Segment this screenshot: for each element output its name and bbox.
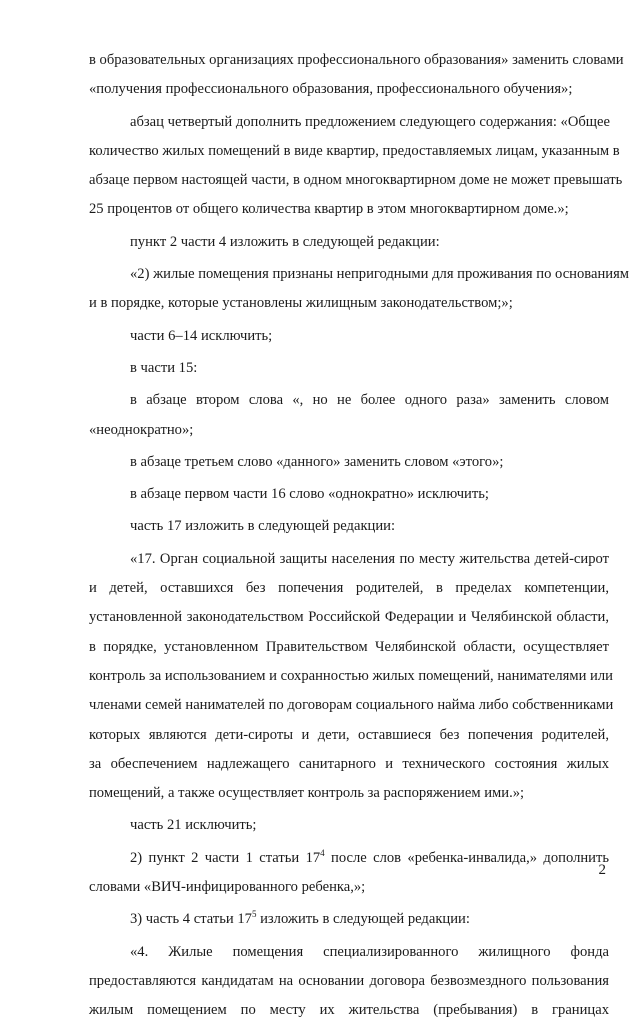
text-line: предоставляются кандидатам на основании договора безвозмездного пользования — [89, 972, 609, 989]
text-line: «получения профессионального образования, профессионального обучения»; — [89, 81, 573, 98]
text-line: которых являются дети-сироты и дети, оставшиеся без попечения родителей, — [89, 726, 609, 743]
text-line: в образовательных организациях профессионального образования» заменить словами — [89, 52, 624, 68]
text-line: «2) жилые помещения признаны непригодными для проживания по основаниям — [130, 266, 630, 283]
page-number: 2 — [598, 862, 606, 878]
text-line: жилым помещением по месту их жительства (пребывания) в границах — [89, 1002, 609, 1019]
text-line: за обеспечением надлежащего санитарного и технического состояния жилых — [89, 755, 609, 772]
text-line: в порядке, установленном Правительством Челябинской области, осуществляет — [89, 638, 609, 655]
text-fragment: после слов «ребенка-инвалида,» дополнить — [324, 849, 610, 866]
text-line: членами семей нанимателей по договорам социального найма либо собственниками — [89, 697, 614, 714]
text-line: установленной законодательством Российской Федерации и Челябинской области, — [89, 609, 609, 626]
text-line-item-2 — [89, 847, 609, 870]
text-line: в абзаце первом части 16 слово «однократно» исключить; — [130, 486, 489, 503]
superscript: 4 — [320, 847, 325, 858]
text-line: абзаце первом настоящей части, в одном многоквартирном доме не может превышать — [89, 172, 623, 189]
text-line: помещений, а также осуществляет контроль за распоряжением ими.»; — [89, 785, 525, 802]
text-line: «4. Жилые помещения специализированного жилищного фонда — [130, 943, 609, 960]
text-line: и детей, оставшихся без попечения родителей, в пределах компетенции, — [89, 580, 609, 597]
text-line: части 6–14 исключить; — [130, 327, 273, 344]
text-fragment: 2) пункт 2 части 1 статьи 17 — [130, 849, 321, 866]
text-line: абзац четвертый дополнить предложением следующего содержания: «Общее — [130, 113, 610, 130]
text-line: количество жилых помещений в виде квартир, предоставляемых лицам, указанным в — [89, 142, 620, 159]
text-line: 25 процентов от общего количества квартир в этом многоквартирном доме.»; — [89, 201, 569, 218]
text-line: словами «ВИЧ-инфицированного ребенка,»; — [89, 879, 366, 896]
text-line: часть 17 изложить в следующей редакции: — [130, 518, 396, 535]
text-line: контроль за использованием и сохранностью жилых помещений, нанимателями или — [89, 667, 613, 684]
text-line: в абзаце третьем слово «данного» заменить словом «этого»; — [130, 453, 504, 470]
text-line: и в порядке, которые установлены жилищным законодательством;»; — [89, 295, 513, 312]
text-line: часть 21 исключить; — [130, 817, 257, 834]
text-line: в абзаце втором слова «, но не более одного раза» заменить словом — [130, 392, 609, 409]
document-page — [89, 49, 630, 1023]
text-line: «17. Орган социальной защиты населения по месту жительства детей-сирот — [130, 550, 609, 567]
text-fragment: 3) часть 4 статьи 17 — [130, 911, 252, 928]
text-fragment: изложить в следующей редакции: — [256, 911, 470, 928]
text-line: «неоднократно»; — [89, 421, 194, 438]
text-line-item-3 — [89, 908, 609, 931]
text-line: пункт 2 части 4 изложить в следующей редакции: — [130, 233, 440, 250]
superscript: 5 — [251, 909, 257, 920]
text-line: в части 15: — [130, 359, 198, 376]
